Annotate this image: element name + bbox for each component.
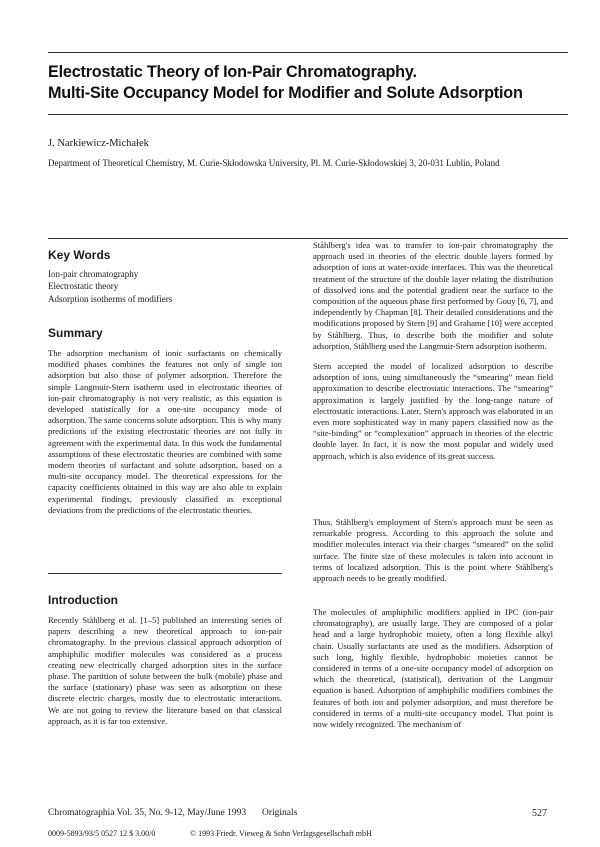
title-line-2: Multi-Site Occupancy Model for Modifier and Solute Adsorption	[48, 84, 523, 102]
article-type: Originals	[262, 808, 298, 818]
section-rule	[48, 238, 568, 239]
keyword-item: Electrostatic theory	[48, 281, 119, 292]
author: J. Narkiewicz-Michałek	[48, 138, 149, 149]
keywords-heading: Key Words	[48, 248, 111, 262]
journal-citation: Chromatographia Vol. 35, No. 9-12, May/June 1993	[48, 808, 247, 818]
copyright: © 1993 Friedr. Vieweg & Sohn Verlagsgesellschaft mbH	[190, 829, 372, 838]
body-paragraph-3: Thus, Ståhlberg's employment of Stern's approach must be seen as remarkable progress. According to this approach the solute and modifier molecules interact via their charges “smeared” on the solid surface. The finite size of these molecules is taken into account in terms of localized adsorption. This is the point where Ståhlberg's approach needs to be greatly modified.	[313, 517, 553, 584]
summary-text: The adsorption mechanism of ionic surfactants on chemically modified phases combines the features not only of single ion adsorption but also those of polymer adsorption. Therefore the simple Langmuir-Stern isotherm used in electrostatic theories of ion-pair chromatography is not very realistic, as this equation is developed statistically for a one-site occupancy mode of adsorption. The same concerns solute adsorption. This is why many predictions of the existing electrostatic theories are not fully in agreement with the experimental data. In this work the fundamental assumptions of these electrostatic theories are combined with some modern theories of surfactant and solute adsorption, based on a multi-site occupancy model. The theoretical expressions for the capacity coefficients obtained in this way are also able to explain experimental findings, previously classified as exceptional deviations from the predictions of the electrostatic theories.	[48, 348, 282, 515]
affiliation: Department of Theoretical Chemistry, M. Curie-Skłodowska University, Pl. M. Curie-Skłodowskiej 3, 20-031 Lublin, Poland	[48, 158, 500, 168]
title-line-1: Electrostatic Theory of Ion-Pair Chromatography.	[48, 63, 417, 81]
body-paragraph-2: Stern accepted the model of localized adsorption to describe adsorption of ions, using simultaneously the “smearing” mean field approximation to describe electrostatic interactions. The “smearing” approximation is largely justified by the long-range nature of electrostatic interactions. Later, Stern's approach was elaborated in an even more sophisticated way in many papers classified now as the “site-binding” or “complexation” approach in theories of the electric double layer. In fact, it is now the most popular and widely used approach, which is also evidence of its great success.	[313, 361, 553, 461]
body-paragraph-1: Ståhlberg's idea was to transfer to ion-pair chromatography the approach used in theories of the electric double layers formed by adsorption of ions at water-oxide interfaces. This was the theoretical treatment of the structure of the double layer relating the distribution of dissolved ions and the potential gradient near the surface to the composition of the aqueous phase first performed by Gouy [6, 7], and independently by Chapman [8]. Their detailed considerations and the modifications proposed by Stern [9] and Grahame [10] were accepted by Ståhlberg. Thus, to describe both the modifier and solute adsorption, Ståhlberg used the Langmuir-Stern adsorption isotherm.	[313, 240, 553, 351]
article-title	[48, 62, 568, 104]
introduction-text: Recently Ståhlberg et al. [1–5] published an interesting series of papers describing a new theoretical approach to ion-pair chromatography. In the previous classical approach adsorption of amphiphilic modifier molecules was considered as a process creating new electrically charged adsorption sites in the surface phase. The partition of solute between the bulk (mobile) phase and the surface (stationary) phase was seen as adsorption on these discrete electric charges, mostly due to electrostatic interactions. We are not going to review the literature based on that classical approach, as it is far too extensive.	[48, 615, 282, 726]
page-number: 527	[532, 808, 547, 819]
introduction-heading: Introduction	[48, 593, 118, 607]
keywords-list	[48, 268, 172, 305]
keyword-item: Adsorption isotherms of modifiers	[48, 293, 173, 304]
body-paragraph-4: The molecules of amphiphilic modifiers applied in IPC (ion-pair chromatography), are usually large. They are composed of a polar head and a large hydrophobic moiety, often a long flexible alkyl chain. Usually surfactants are used as the modifiers. Adsorption of such long, highly flexible, hydrophobic moieties cannot be considered in terms of a one-site occupancy model of adsorption on which the theoretical, (statistical), derivation of the Langmuir equation is based. Adsorption of amphiphilic modifiers combines the features of both ion and polymer adsorption, and must therefore be considered in terms of a multi-site occupancy model. That point is now widely recognized. The mechanism of	[313, 607, 553, 730]
top-rule	[48, 52, 568, 53]
issn-code: 0009-5893/93/5 0527 12 $ 3.00/0	[48, 829, 156, 838]
keyword-item: Ion-pair chromatography	[48, 269, 139, 279]
summary-heading: Summary	[48, 326, 103, 340]
column-rule	[48, 573, 282, 574]
title-rule	[48, 114, 568, 115]
